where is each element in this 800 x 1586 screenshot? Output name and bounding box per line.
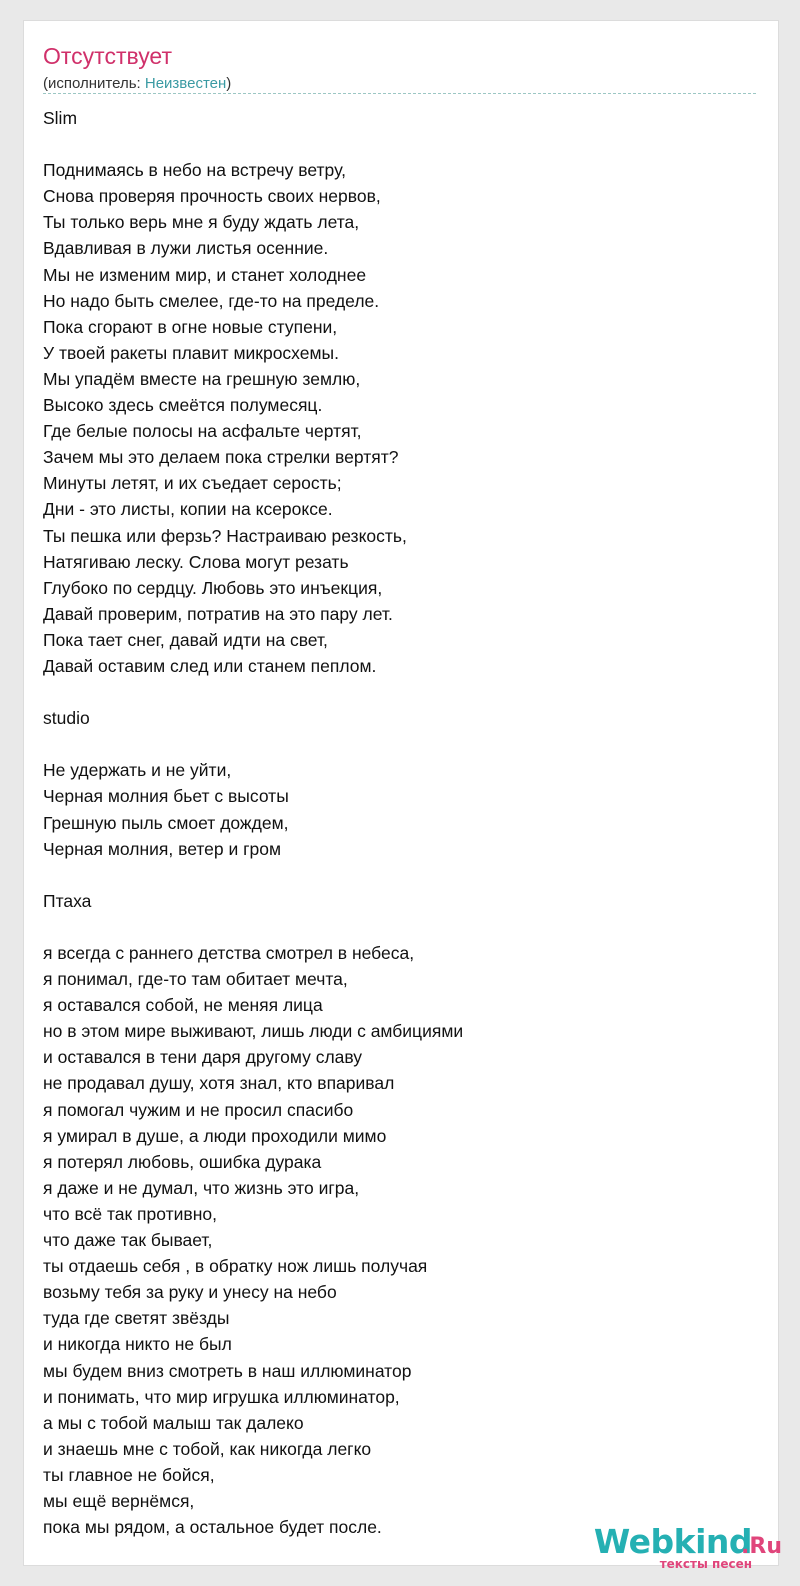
lyric-line: не продавал душу, хотя знал, кто впаривал xyxy=(43,1073,395,1094)
lyric-line: Высоко здесь смеётся полумесяц. xyxy=(43,395,323,416)
lyric-line: Где белые полосы на асфальте чертят, xyxy=(43,421,362,442)
lyric-line: Давай оставим след или станем пеплом. xyxy=(43,655,377,676)
lyric-line: я оставался собой, не меняя лица xyxy=(43,995,323,1016)
lyric-line: Вдавливая в лужи листья осенние. xyxy=(43,238,329,259)
lyrics-text xyxy=(43,105,763,1540)
lyric-line: Пока сгорают в огне новые ступени, xyxy=(43,316,338,337)
lyric-blank-line xyxy=(43,131,763,157)
lyric-line: Мы упадём вместе на грешную землю, xyxy=(43,368,361,389)
lyric-line: я даже и не думал, что жизнь это игра, xyxy=(43,1177,360,1198)
lyric-line: У твоей ракеты плавит микросхемы. xyxy=(43,342,339,363)
lyric-blank-line xyxy=(43,914,763,940)
lyric-line: и знаешь мне с тобой, как никогда легко xyxy=(43,1438,372,1459)
lyric-line: studio xyxy=(43,708,90,729)
lyric-line: Зачем мы это делаем пока стрелки вертят? xyxy=(43,447,399,468)
lyric-blank-line xyxy=(43,679,763,705)
lyric-line: и никогда никто не был xyxy=(43,1334,232,1355)
lyric-line: ты главное не бойся, xyxy=(43,1464,215,1485)
lyric-line: но в этом мире выживают, лишь люди с амбициями xyxy=(43,1021,464,1042)
song-header xyxy=(43,43,759,93)
lyric-line: мы будем вниз смотреть в наш иллюминатор xyxy=(43,1360,412,1381)
artist-line xyxy=(43,75,759,93)
logo-wordmark: Webkind xyxy=(593,1522,752,1561)
lyric-blank-line xyxy=(43,862,763,888)
lyric-line: Slim xyxy=(43,108,78,128)
lyric-blank-line xyxy=(43,731,763,757)
lyric-line: что даже так бывает, xyxy=(43,1230,213,1251)
lyric-line: я помогал чужим и не просил спасибо xyxy=(43,1099,354,1120)
lyric-line: Поднимаясь в небо на встречу ветру, xyxy=(43,160,346,181)
lyric-line: а мы с тобой малыш так далеко xyxy=(43,1412,304,1433)
logo-tagline: тексты песен xyxy=(659,1557,752,1571)
lyric-line: Глубоко по сердцу. Любовь это инъекция, xyxy=(43,577,383,598)
lyric-line: пока мы рядом, а остальное будет после. xyxy=(43,1517,382,1538)
lyric-line: Дни - это листы, копии на ксероксе. xyxy=(43,499,333,520)
lyric-line: Черная молния, ветер и гром xyxy=(43,838,282,859)
lyric-line: Минуты летят, и их съедает серость; xyxy=(43,473,342,494)
lyrics-card xyxy=(23,20,779,1566)
song-title: Отсутствует xyxy=(43,43,172,69)
lyric-line: что всё так противно, xyxy=(43,1203,217,1224)
lyric-line: Черная молния бьет с высоты xyxy=(43,786,289,807)
header-divider xyxy=(43,93,756,94)
lyric-line: я всегда с раннего детства смотрел в небеса, xyxy=(43,943,415,963)
lyric-line: я потерял любовь, ошибка дурака xyxy=(43,1151,322,1172)
lyric-line: Снова проверяя прочность своих нервов, xyxy=(43,186,381,207)
lyric-line: ты отдаешь себя , в обратку нож лишь получая xyxy=(43,1256,428,1277)
lyric-line: Не удержать и не уйти, xyxy=(43,760,232,781)
lyric-line: я умирал в душе, а люди проходили мимо xyxy=(43,1125,387,1146)
lyric-line: мы ещё вернёмся, xyxy=(43,1490,195,1511)
site-logo[interactable] xyxy=(582,1522,782,1572)
lyric-line: Мы не изменим мир, и станет холоднее xyxy=(43,264,367,285)
lyric-line: Пока тает снег, давай идти на свет, xyxy=(43,629,328,650)
lyric-line: я понимал, где-то там обитает мечта, xyxy=(43,969,348,990)
lyric-line: Давай проверим, потратив на это пару лет. xyxy=(43,603,393,624)
lyric-line: Птаха xyxy=(43,890,92,911)
lyric-line: Грешную пыль смоет дождем, xyxy=(43,812,289,833)
lyric-line: Ты только верь мне я буду ждать лета, xyxy=(43,212,360,233)
artist-prefix: (исполнитель: xyxy=(43,75,145,92)
lyric-line: Ты пешка или ферзь? Настраиваю резкость, xyxy=(43,525,407,546)
artist-link[interactable]: Неизвестен xyxy=(144,75,227,92)
lyric-line: и оставался в тени даря другому славу xyxy=(43,1047,363,1068)
lyric-line: Натягиваю леску. Слова могут резать xyxy=(43,551,349,572)
lyric-line: и понимать, что мир игрушка иллюминатор, xyxy=(43,1386,400,1407)
lyric-line: возьму тебя за руку и унесу на небо xyxy=(43,1282,337,1303)
logo-tld: .Ru xyxy=(741,1534,782,1559)
artist-suffix: ) xyxy=(226,75,232,92)
lyric-line: Но надо быть смелее, где-то на пределе. xyxy=(43,290,380,311)
lyric-line: туда где светят звёзды xyxy=(43,1308,230,1329)
